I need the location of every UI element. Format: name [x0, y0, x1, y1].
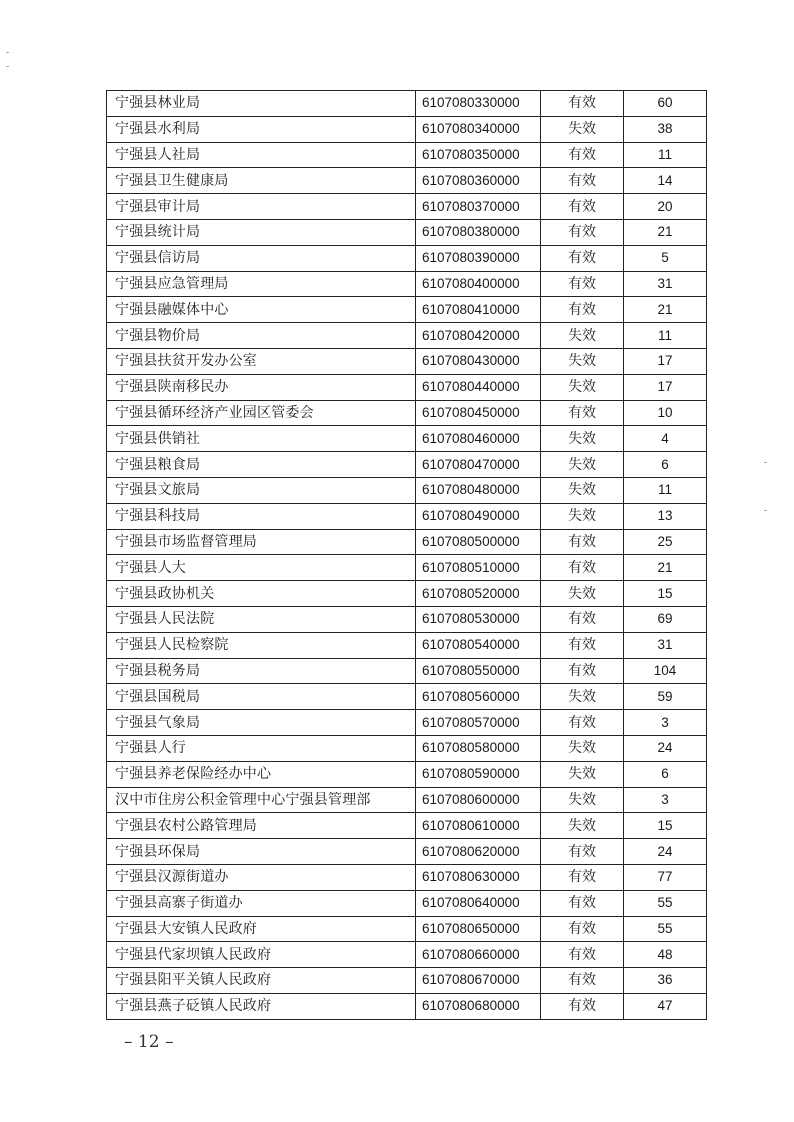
- status-cell: 失效: [541, 477, 624, 503]
- count-cell: 69: [624, 606, 707, 632]
- org-code-cell: 6107080670000: [416, 968, 541, 994]
- count-cell: 11: [624, 142, 707, 168]
- org-code-cell: 6107080500000: [416, 529, 541, 555]
- org-name-cell: 宁强县环保局: [107, 839, 416, 865]
- status-cell: 有效: [541, 529, 624, 555]
- count-cell: 3: [624, 710, 707, 736]
- count-cell: 31: [624, 271, 707, 297]
- org-name-cell: 宁强县文旅局: [107, 477, 416, 503]
- org-name-cell: 宁强县科技局: [107, 503, 416, 529]
- table-row: [107, 968, 707, 994]
- org-name-cell: 宁强县扶贫开发办公室: [107, 348, 416, 374]
- count-cell: 55: [624, 890, 707, 916]
- org-code-cell: 6107080370000: [416, 194, 541, 220]
- org-name-cell: 宁强县循环经济产业园区管委会: [107, 400, 416, 426]
- status-cell: 有效: [541, 194, 624, 220]
- table-row: [107, 91, 707, 117]
- records-table-body: [107, 91, 707, 1020]
- count-cell: 11: [624, 323, 707, 349]
- org-name-cell: 宁强县农村公路管理局: [107, 813, 416, 839]
- org-code-cell: 6107080620000: [416, 839, 541, 865]
- count-cell: 21: [624, 297, 707, 323]
- table-row: [107, 916, 707, 942]
- table-row: [107, 684, 707, 710]
- table-row: [107, 710, 707, 736]
- status-cell: 有效: [541, 555, 624, 581]
- org-name-cell: 宁强县高寨子街道办: [107, 890, 416, 916]
- status-cell: 失效: [541, 116, 624, 142]
- table-row: [107, 658, 707, 684]
- table-row: [107, 219, 707, 245]
- org-code-cell: 6107080520000: [416, 581, 541, 607]
- table-row: [107, 839, 707, 865]
- org-name-cell: 宁强县大安镇人民政府: [107, 916, 416, 942]
- count-cell: 10: [624, 400, 707, 426]
- org-code-cell: 6107080440000: [416, 374, 541, 400]
- status-cell: 有效: [541, 942, 624, 968]
- status-cell: 失效: [541, 684, 624, 710]
- table-row: [107, 606, 707, 632]
- records-table: [106, 90, 707, 1020]
- org-name-cell: 宁强县人社局: [107, 142, 416, 168]
- org-code-cell: 6107080400000: [416, 271, 541, 297]
- status-cell: 失效: [541, 735, 624, 761]
- org-code-cell: 6107080350000: [416, 142, 541, 168]
- status-cell: 有效: [541, 916, 624, 942]
- org-code-cell: 6107080650000: [416, 916, 541, 942]
- count-cell: 38: [624, 116, 707, 142]
- org-name-cell: 宁强县应急管理局: [107, 271, 416, 297]
- count-cell: 15: [624, 813, 707, 839]
- status-cell: 有效: [541, 245, 624, 271]
- org-name-cell: 宁强县气象局: [107, 710, 416, 736]
- scan-mark: [764, 510, 767, 511]
- org-name-cell: 宁强县代家坝镇人民政府: [107, 942, 416, 968]
- status-cell: 有效: [541, 91, 624, 117]
- count-cell: 17: [624, 374, 707, 400]
- status-cell: 有效: [541, 142, 624, 168]
- count-cell: 36: [624, 968, 707, 994]
- table-row: [107, 555, 707, 581]
- org-name-cell: 宁强县市场监督管理局: [107, 529, 416, 555]
- table-row: [107, 864, 707, 890]
- table-row: [107, 400, 707, 426]
- count-cell: 21: [624, 555, 707, 581]
- count-cell: 77: [624, 864, 707, 890]
- org-name-cell: 宁强县人民法院: [107, 606, 416, 632]
- count-cell: 5: [624, 245, 707, 271]
- table-row: [107, 761, 707, 787]
- table-row: [107, 942, 707, 968]
- org-name-cell: 宁强县物价局: [107, 323, 416, 349]
- org-code-cell: 6107080510000: [416, 555, 541, 581]
- scan-mark: [764, 462, 767, 463]
- table-row: [107, 426, 707, 452]
- org-name-cell: 宁强县统计局: [107, 219, 416, 245]
- status-cell: 失效: [541, 761, 624, 787]
- table-row: [107, 168, 707, 194]
- table-row: [107, 297, 707, 323]
- count-cell: 24: [624, 735, 707, 761]
- org-name-cell: 宁强县税务局: [107, 658, 416, 684]
- page-number: – 12 –: [124, 1032, 174, 1052]
- table-row: [107, 787, 707, 813]
- org-name-cell: 宁强县陕南移民办: [107, 374, 416, 400]
- table-row: [107, 632, 707, 658]
- status-cell: 失效: [541, 348, 624, 374]
- count-cell: 55: [624, 916, 707, 942]
- status-cell: 有效: [541, 606, 624, 632]
- org-code-cell: 6107080590000: [416, 761, 541, 787]
- status-cell: 有效: [541, 890, 624, 916]
- table-row: [107, 323, 707, 349]
- status-cell: 有效: [541, 168, 624, 194]
- org-name-cell: 宁强县人大: [107, 555, 416, 581]
- org-name-cell: 宁强县信访局: [107, 245, 416, 271]
- status-cell: 失效: [541, 374, 624, 400]
- org-name-cell: 宁强县水利局: [107, 116, 416, 142]
- count-cell: 17: [624, 348, 707, 374]
- org-code-cell: 6107080640000: [416, 890, 541, 916]
- org-code-cell: 6107080420000: [416, 323, 541, 349]
- org-name-cell: 汉中市住房公积金管理中心宁强县管理部: [107, 787, 416, 813]
- table-row: [107, 813, 707, 839]
- org-name-cell: 宁强县粮食局: [107, 452, 416, 478]
- scan-mark: [6, 52, 9, 53]
- status-cell: 失效: [541, 452, 624, 478]
- table-row: [107, 194, 707, 220]
- status-cell: 失效: [541, 323, 624, 349]
- org-name-cell: 宁强县融媒体中心: [107, 297, 416, 323]
- org-code-cell: 6107080580000: [416, 735, 541, 761]
- org-code-cell: 6107080430000: [416, 348, 541, 374]
- org-code-cell: 6107080630000: [416, 864, 541, 890]
- org-code-cell: 6107080530000: [416, 606, 541, 632]
- status-cell: 有效: [541, 968, 624, 994]
- count-cell: 48: [624, 942, 707, 968]
- org-code-cell: 6107080560000: [416, 684, 541, 710]
- org-name-cell: 宁强县人行: [107, 735, 416, 761]
- status-cell: 有效: [541, 658, 624, 684]
- status-cell: 有效: [541, 864, 624, 890]
- count-cell: 104: [624, 658, 707, 684]
- table-row: [107, 503, 707, 529]
- table-row: [107, 993, 707, 1019]
- org-code-cell: 6107080470000: [416, 452, 541, 478]
- count-cell: 21: [624, 219, 707, 245]
- org-name-cell: 宁强县政协机关: [107, 581, 416, 607]
- org-code-cell: 6107080480000: [416, 477, 541, 503]
- org-name-cell: 宁强县养老保险经办中心: [107, 761, 416, 787]
- org-code-cell: 6107080540000: [416, 632, 541, 658]
- status-cell: 有效: [541, 993, 624, 1019]
- table-row: [107, 142, 707, 168]
- table-row: [107, 735, 707, 761]
- org-name-cell: 宁强县林业局: [107, 91, 416, 117]
- org-name-cell: 宁强县汉源街道办: [107, 864, 416, 890]
- org-code-cell: 6107080380000: [416, 219, 541, 245]
- org-name-cell: 宁强县国税局: [107, 684, 416, 710]
- org-code-cell: 6107080490000: [416, 503, 541, 529]
- org-code-cell: 6107080550000: [416, 658, 541, 684]
- org-name-cell: 宁强县审计局: [107, 194, 416, 220]
- status-cell: 失效: [541, 787, 624, 813]
- count-cell: 25: [624, 529, 707, 555]
- count-cell: 60: [624, 91, 707, 117]
- status-cell: 失效: [541, 503, 624, 529]
- org-code-cell: 6107080600000: [416, 787, 541, 813]
- org-name-cell: 宁强县卫生健康局: [107, 168, 416, 194]
- status-cell: 有效: [541, 632, 624, 658]
- status-cell: 有效: [541, 710, 624, 736]
- status-cell: 失效: [541, 581, 624, 607]
- count-cell: 6: [624, 452, 707, 478]
- org-name-cell: 宁强县燕子砭镇人民政府: [107, 993, 416, 1019]
- org-code-cell: 6107080680000: [416, 993, 541, 1019]
- org-code-cell: 6107080330000: [416, 91, 541, 117]
- table-row: [107, 271, 707, 297]
- status-cell: 失效: [541, 813, 624, 839]
- count-cell: 59: [624, 684, 707, 710]
- org-name-cell: 宁强县人民检察院: [107, 632, 416, 658]
- count-cell: 6: [624, 761, 707, 787]
- count-cell: 20: [624, 194, 707, 220]
- org-name-cell: 宁强县阳平关镇人民政府: [107, 968, 416, 994]
- table-row: [107, 529, 707, 555]
- table-row: [107, 245, 707, 271]
- status-cell: 有效: [541, 219, 624, 245]
- table-row: [107, 890, 707, 916]
- table-row: [107, 452, 707, 478]
- table-row: [107, 348, 707, 374]
- org-code-cell: 6107080610000: [416, 813, 541, 839]
- table-row: [107, 581, 707, 607]
- count-cell: 24: [624, 839, 707, 865]
- scan-mark: [6, 66, 9, 67]
- count-cell: 4: [624, 426, 707, 452]
- count-cell: 3: [624, 787, 707, 813]
- status-cell: 有效: [541, 297, 624, 323]
- count-cell: 13: [624, 503, 707, 529]
- count-cell: 11: [624, 477, 707, 503]
- records-table-container: [106, 90, 688, 1020]
- org-code-cell: 6107080450000: [416, 400, 541, 426]
- status-cell: 有效: [541, 839, 624, 865]
- count-cell: 15: [624, 581, 707, 607]
- table-row: [107, 374, 707, 400]
- org-code-cell: 6107080390000: [416, 245, 541, 271]
- status-cell: 失效: [541, 426, 624, 452]
- org-name-cell: 宁强县供销社: [107, 426, 416, 452]
- status-cell: 有效: [541, 271, 624, 297]
- org-code-cell: 6107080660000: [416, 942, 541, 968]
- org-code-cell: 6107080410000: [416, 297, 541, 323]
- org-code-cell: 6107080570000: [416, 710, 541, 736]
- count-cell: 31: [624, 632, 707, 658]
- org-code-cell: 6107080340000: [416, 116, 541, 142]
- table-row: [107, 116, 707, 142]
- count-cell: 47: [624, 993, 707, 1019]
- org-code-cell: 6107080360000: [416, 168, 541, 194]
- org-code-cell: 6107080460000: [416, 426, 541, 452]
- count-cell: 14: [624, 168, 707, 194]
- table-row: [107, 477, 707, 503]
- status-cell: 有效: [541, 400, 624, 426]
